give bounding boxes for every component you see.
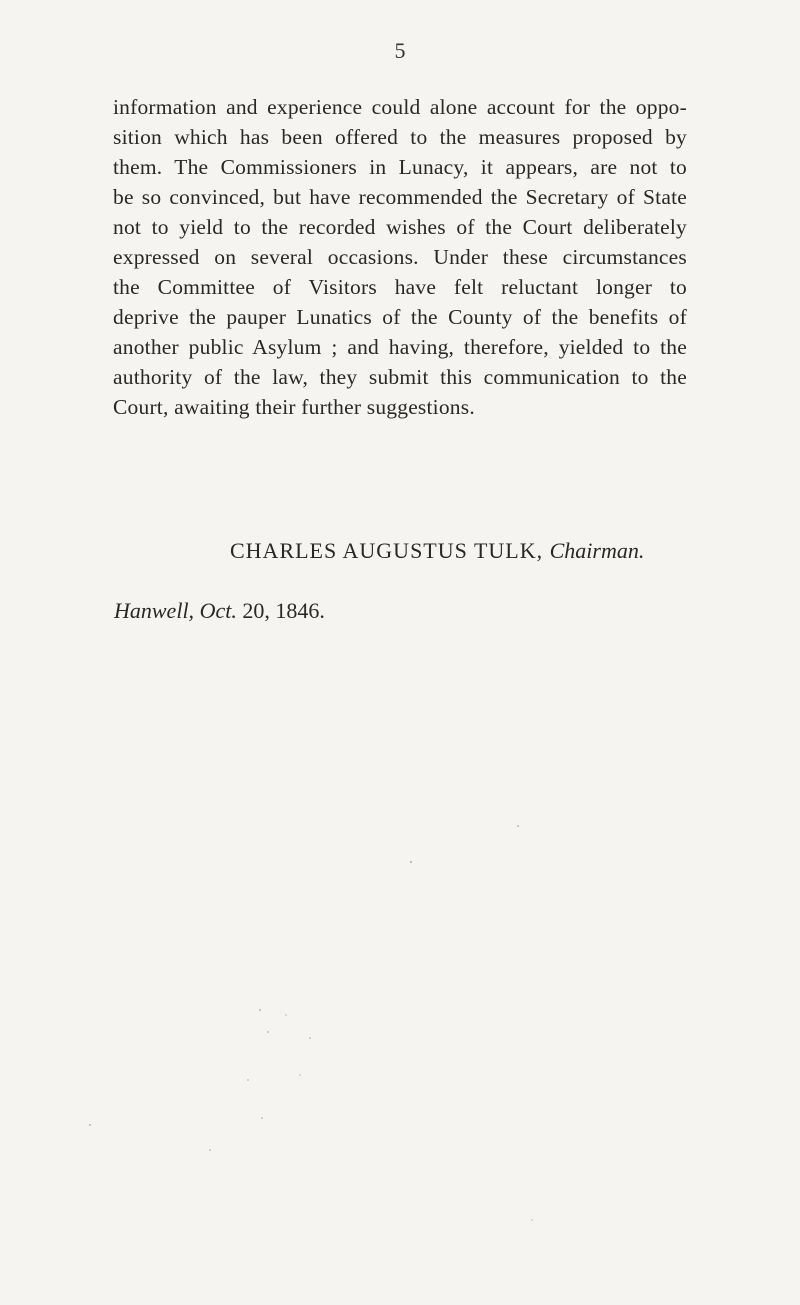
dateline-date: 20, 1846. [242, 598, 325, 623]
text-line: Court, awaiting their further suggestions. [113, 395, 475, 419]
text-line: them. The Commissioners in Lunacy, it appears, are not to [113, 155, 687, 179]
page-number: 5 [394, 38, 406, 63]
text-line: sition which has been offered to the measures proposed by [113, 125, 687, 149]
text-line: authority of the law, they submit this communication to the [113, 365, 687, 389]
signatory-title: Chairman. [549, 538, 645, 563]
text-line: not to yield to the recorded wishes of the Court deliberately [113, 215, 687, 239]
text-line: expressed on several occasions. Under these circumstances [113, 245, 687, 269]
text-line: information and experience could alone account for the oppo- [113, 95, 687, 119]
signature-block [230, 538, 644, 564]
body-paragraph [113, 92, 687, 422]
dateline-place: Hanwell, [114, 598, 195, 623]
signatory-name: CHARLES AUGUSTUS TULK, [230, 538, 544, 563]
text-line: another public Asylum ; and having, therefore, yielded to the [113, 335, 687, 359]
text-line: be so convinced, but have recommended the Secretary of State [113, 185, 687, 209]
text-line: deprive the pauper Lunatics of the County of the benefits of [113, 305, 687, 329]
dateline [114, 598, 325, 624]
dateline-month: Oct. [199, 598, 237, 623]
text-line: the Committee of Visitors have felt reluctant longer to [113, 275, 687, 299]
